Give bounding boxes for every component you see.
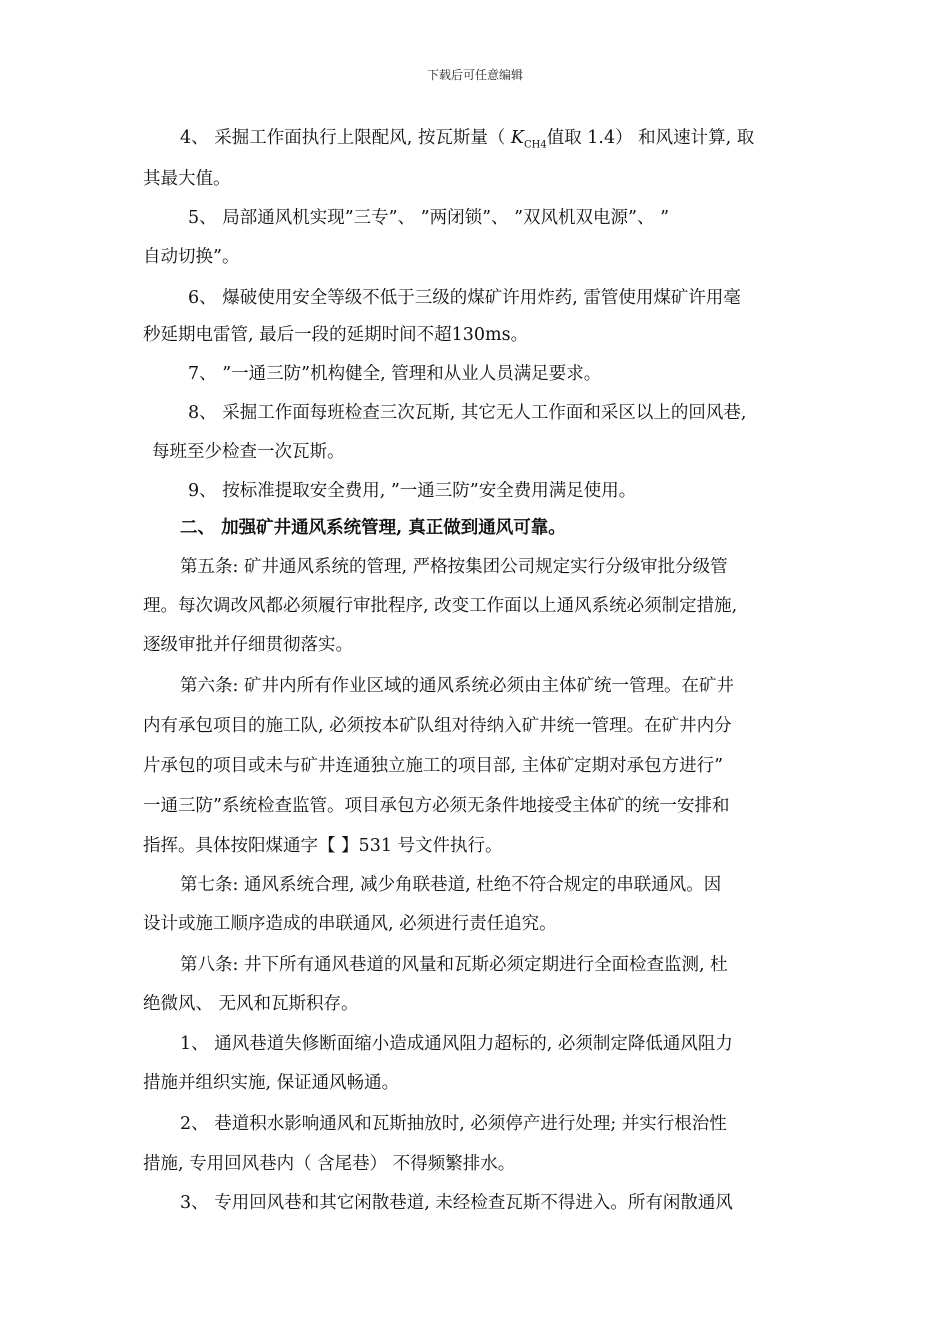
paragraph-line: 第五条: 矿井通风系统的管理, 严格按集团公司规定实行分级审批分级管 [180,557,728,577]
paragraph-line: 2、 巷道积水影响通风和瓦斯抽放时, 必须停产进行处理; 并实行根治性 [180,1114,727,1134]
paragraph-line: 理。每次调改风都必须履行审批程序, 改变工作面以上通风系统必须制定措施, [143,596,738,616]
paragraph-line: 措施, 专用回风巷内（ 含尾巷） 不得频繁排水。 [143,1154,516,1174]
paragraph-line: 片承包的项目或未与矿井连通独立施工的项目部, 主体矿定期对承包方进行” [143,756,724,776]
paragraph-line: 9、 按标准提取安全费用, ”一通三防”安全费用满足使用。 [188,481,637,501]
paragraph-line: 其最大值。 [143,169,231,189]
paragraph-line: 设计或施工顺序造成的串联通风, 必须进行责任追究。 [143,914,557,934]
paragraph-line: 第六条: 矿井内所有作业区域的通风系统必须由主体矿统一管理。在矿井 [180,676,734,696]
paragraph-line [180,126,754,158]
paragraph-line: 5、 局部通风机实现”三专”、 ”两闭锁”、 ”双风机双电源”、 ” [188,208,670,228]
paragraph-line: 第七条: 通风系统合理, 减少角联巷道, 杜绝不符合规定的串联通风。因 [180,875,722,895]
paragraph-line: 7、 ”一通三防”机构健全, 管理和从业人员满足要求。 [188,364,602,384]
paragraph-line: 1、 通风巷道失修断面缩小造成通风阻力超标的, 必须制定降低通风阻力 [180,1034,733,1054]
paragraph-line: 措施并组织实施, 保证通风畅通。 [143,1073,400,1093]
paragraph-line: 秒延期电雷管, 最后一段的延期时间不超130ms。 [143,325,529,345]
paragraph-line: 8、 采掘工作面每班检查三次瓦斯, 其它无人工作面和采区以上的回风巷, [188,403,747,423]
text-run: 4、 采掘工作面执行上限配风, 按瓦斯量（ [180,128,511,148]
formula-k-ch4: $K_{CH4}$ [510,128,547,151]
section-heading: 二、 加强矿井通风系统管理, 真正做到通风可靠。 [180,518,566,538]
paragraph-line: 每班至少检查一次瓦斯。 [152,442,345,462]
text-run: 值取 1.4） 和风速计算, 取 [546,128,755,148]
paragraph-line: 内有承包项目的施工队, 必须按本矿队组对待纳入矿井统一管理。在矿井内分 [143,716,732,736]
paragraph-line: 一通三防”系统检查监管。项目承包方必须无条件地接受主体矿的统一安排和 [143,796,730,816]
paragraph-line: 3、 专用回风巷和其它闲散巷道, 未经检查瓦斯不得进入。所有闲散通风 [180,1193,733,1213]
paragraph-line: 逐级审批并仔细贯彻落实。 [143,635,353,655]
paragraph-line: 指挥。具体按阳煤通字【 】531 号文件执行。 [143,836,503,856]
paragraph-line: 绝微风、 无风和瓦斯积存。 [143,994,359,1014]
paragraph-line: 第八条: 井下所有通风巷道的风量和瓦斯必须定期进行全面检查监测, 杜 [180,955,728,975]
paragraph-line: 自动切换”。 [143,247,240,267]
paragraph-line: 6、 爆破使用安全等级不低于三级的煤矿许用炸药, 雷管使用煤矿许用毫 [188,288,741,308]
page-header: 下载后可任意编辑 [426,68,523,82]
